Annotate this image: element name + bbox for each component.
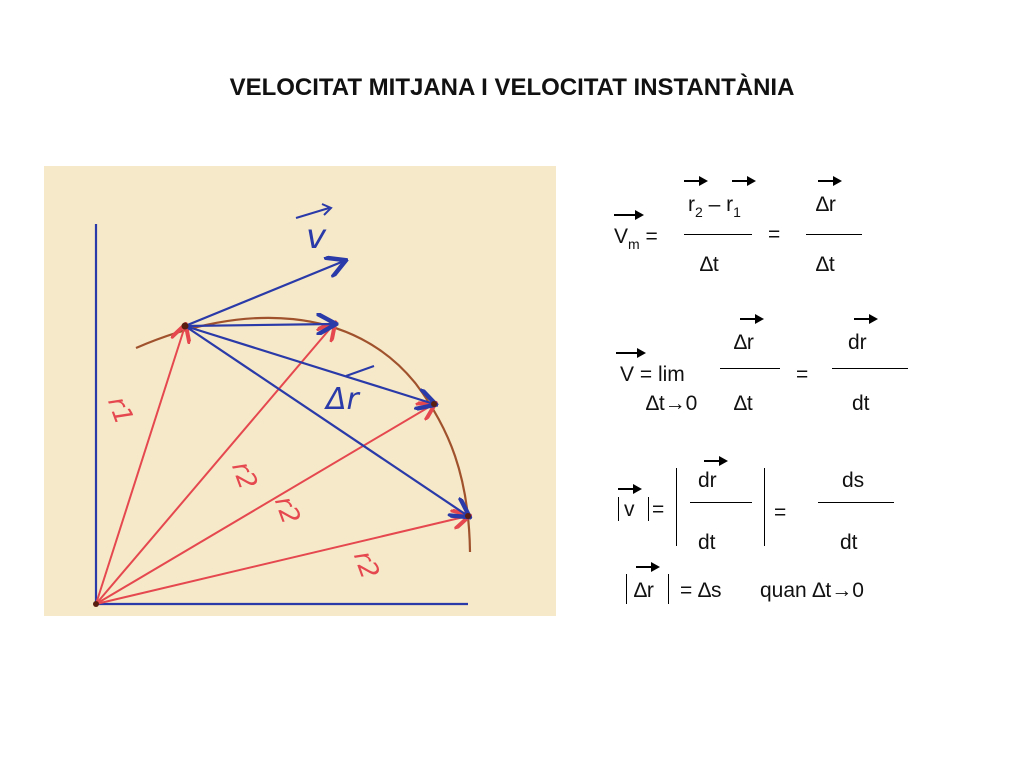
label-r2: r2 <box>225 457 263 494</box>
label-r2: r2 <box>268 492 306 529</box>
label-v: v <box>306 217 327 257</box>
label-r1: r1 <box>101 392 139 429</box>
slide-title: VELOCITAT MITJANA I VELOCITAT INSTANTÀNIA <box>229 74 795 101</box>
velocity-diagram <box>44 166 556 616</box>
label-dr: Δr <box>326 382 359 417</box>
label-r2: r2 <box>346 547 385 583</box>
